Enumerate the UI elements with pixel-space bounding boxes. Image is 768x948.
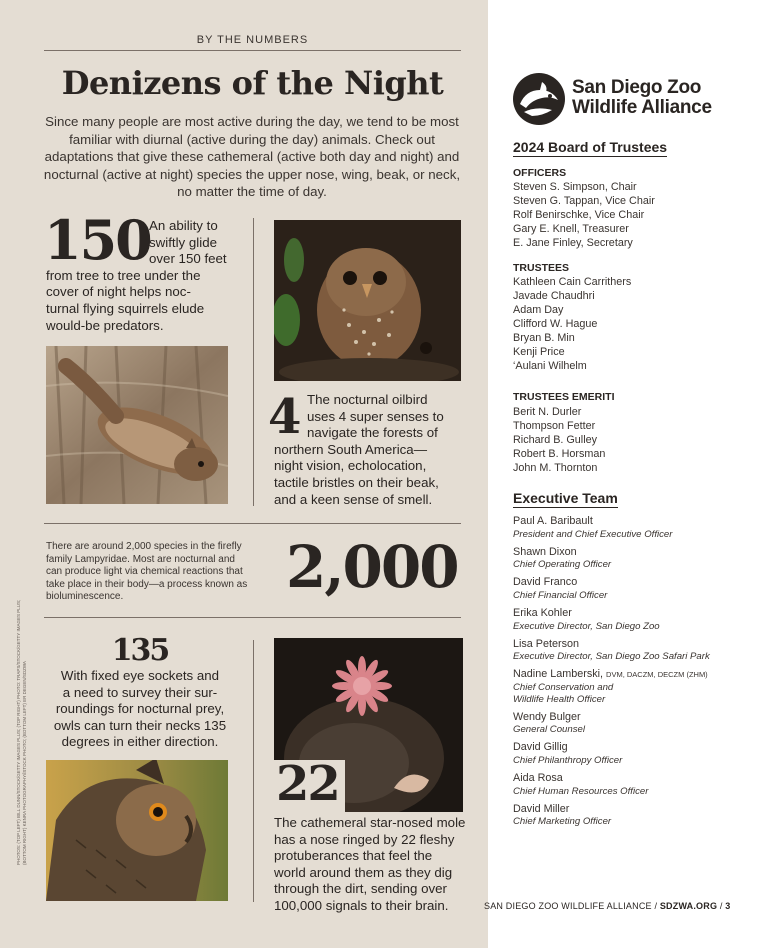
list-item <box>513 772 710 797</box>
fact-line: There are around 2,000 species in the firefly <box>46 541 242 552</box>
list-item: Bryan B. Min <box>513 332 575 344</box>
fact-line: over 150 feet <box>149 251 227 267</box>
fact-line: world around them as they dig <box>274 864 453 880</box>
page-title: Denizens of the Night <box>61 64 444 102</box>
fact-line: An ability to <box>149 218 218 233</box>
footer-site-link[interactable]: SDZWA.ORG <box>659 901 718 911</box>
vertical-divider-bottom <box>253 640 254 902</box>
fact-line: can produce light via chemical reactions that <box>46 566 243 578</box>
exec-name: Nadine Lamberski, DVM, DACZM, DECZM (ZHM) <box>513 668 708 681</box>
list-item: ‘Aulani Wilhelm <box>513 360 587 372</box>
sdzwa-logo <box>512 72 752 128</box>
list-item: Clifford W. Hague <box>513 318 598 330</box>
fact-line: family Lampyridae. Most are nocturnal and <box>46 553 235 565</box>
list-item <box>513 803 710 828</box>
exec-name: Wendy Bulger <box>513 710 581 723</box>
fact-line: a need to survey their sur- <box>62 684 218 700</box>
emeriti-label: TRUSTEES EMERITI <box>513 391 615 403</box>
fact-line: take place in their body—a process known as <box>46 578 248 590</box>
officers-label: OFFICERS <box>513 167 567 179</box>
list-item <box>513 668 710 705</box>
fact-line: bioluminescence. <box>46 591 124 603</box>
fact-line: roundings for nocturnal prey, <box>55 701 225 717</box>
list-item: Kenji Price <box>513 346 565 358</box>
fact-line: uses 4 super senses to <box>307 408 444 424</box>
logo-emblem-icon <box>512 72 566 126</box>
fact-line: degrees in either direction. <box>61 734 219 750</box>
exec-role: Chief Human Resources Officer <box>513 785 649 797</box>
list-item: Richard B. Gulley <box>513 434 598 446</box>
logo-wordmark <box>572 78 712 118</box>
exec-role: Chief Financial Officer <box>513 589 608 601</box>
exec-name: Erika Kohler <box>513 607 572 620</box>
fact-line: turnal flying squirrels elude <box>46 301 205 316</box>
fact-line: night vision, echolocation, <box>274 458 427 474</box>
list-item: John M. Thornton <box>513 462 598 474</box>
fact-line: has a nose ringed by 22 fleshy <box>274 831 455 847</box>
fact-line: owls can turn their necks 135 <box>53 717 227 733</box>
exec-role: Wildlife Health Officer <box>513 693 606 705</box>
fact-number-2000: 2,000 <box>286 533 458 601</box>
exec-name: Paul A. Baribault <box>513 515 593 527</box>
exec-credentials: DVM, DACZM, DECZM (ZHM) <box>606 670 708 680</box>
trustees-label: TRUSTEES <box>513 262 570 274</box>
list-item <box>513 546 710 571</box>
fact-number-4: 4 <box>268 389 300 445</box>
fact-line: would-be predators. <box>46 317 164 333</box>
exec-name: David Miller <box>513 802 570 815</box>
exec-role: Executive Director, San Diego Zoo <box>513 620 660 632</box>
exec-role: General Counsel <box>513 724 585 736</box>
list-item <box>513 741 710 766</box>
page-number: 3 <box>725 901 731 911</box>
exec-role: Chief Conservation and <box>513 681 614 693</box>
list-item <box>513 607 710 632</box>
fact-line: northern South America— <box>274 441 427 457</box>
exec-role: Chief Philanthropy Officer <box>513 754 623 766</box>
fact-line: cover of night helps noc- <box>46 284 191 300</box>
credit-line: PHOTOS: (TOP LEFT) BILL DUNN/STOCK/GETTY IMAGES PLUS; (TOP RIGHT) PHOTO: TRAPS/STOCK/GETTY IMAGES PLUS; <box>16 599 21 865</box>
credit-line: (BOTTOM RIGHT) KENRA PHOTOGRAPHY/iSTOCK PHOTO; (BOTTOM LEFT) ER DEGEN/SDZWA <box>22 661 27 865</box>
fact-number-150: 150 <box>44 208 151 272</box>
list-item <box>513 638 710 663</box>
fact-line: protuberances that feel the <box>274 848 433 864</box>
fact-line: through the dirt, sending over <box>274 881 447 897</box>
list-item <box>513 711 710 736</box>
exec-name: David Franco <box>513 576 578 589</box>
fact-line: The cathemeral star-nosed mole <box>274 815 466 830</box>
oilbird-photo <box>274 220 461 381</box>
owl-photo <box>46 760 228 901</box>
fact-line: With fixed eye sockets and <box>60 668 220 683</box>
list-item: Javade Chaudhri <box>513 290 595 302</box>
fact-line: tactile bristles on their beak, <box>274 475 439 490</box>
exec-role: Chief Operating Officer <box>513 559 612 571</box>
list-item: Robert B. Horsman <box>513 448 606 460</box>
officers-list <box>513 180 655 250</box>
horizontal-divider-1 <box>44 523 461 524</box>
trustees-list <box>513 275 631 373</box>
list-item: Kathleen Cain Carrithers <box>513 276 632 288</box>
list-item: Gary E. Knell, Treasurer <box>513 223 629 235</box>
section-kicker: BY THE NUMBERS <box>196 34 309 46</box>
fact-line: navigate the forests of <box>307 425 438 441</box>
fact-line: from tree to tree under the <box>46 267 201 283</box>
kicker-rule <box>44 50 461 51</box>
horizontal-divider-2 <box>44 617 461 618</box>
fact-number-22: 22 <box>270 760 345 814</box>
list-item: Steven G. Tappan, Vice Chair <box>513 195 655 207</box>
fact-number-135: 135 <box>111 633 169 668</box>
flying-squirrel-photo <box>46 346 228 504</box>
page-footer <box>484 901 731 911</box>
footer-org: SAN DIEGO ZOO WILDLIFE ALLIANCE <box>484 901 652 911</box>
logo-line-2: Wildlife Alliance <box>572 97 712 118</box>
executive-list <box>513 515 710 833</box>
list-item: E. Jane Finley, Secretary <box>513 237 633 249</box>
emeriti-list <box>513 405 605 475</box>
list-item: Thompson Fetter <box>513 420 596 432</box>
footer-separator: / <box>654 901 658 911</box>
list-item: Adam Day <box>513 304 564 316</box>
exec-role: President and Chief Executive Officer <box>513 528 673 540</box>
fact-line: The nocturnal oilbird <box>307 392 428 407</box>
fact-line: swiftly glide <box>149 234 217 250</box>
list-item: Rolf Benirschke, Vice Chair <box>513 209 645 221</box>
exec-name: David Gillig <box>513 741 568 754</box>
exec-name: Lisa Peterson <box>513 637 580 650</box>
intro-paragraph: Since many people are most active during the day, we tend to be most familiar with diurnal (active during the day) animals. Check out adaptations that give these cathemeral (active both day and night) and nocturnal (active at night) species the upper nose, wing, beak, or neck, no matter the time of day. <box>43 114 461 199</box>
exec-name: Aida Rosa <box>513 772 563 785</box>
executive-heading: Executive Team <box>513 490 618 506</box>
board-heading: 2024 Board of Trustees <box>513 139 668 155</box>
masthead-panel <box>488 0 768 948</box>
vertical-divider-top <box>253 218 254 506</box>
list-item <box>513 576 710 601</box>
footer-separator: / <box>719 901 723 911</box>
exec-role: Executive Director, San Diego Zoo Safari Park <box>513 651 710 663</box>
photo-credits <box>16 595 28 865</box>
fact-line: 100,000 signals to their brain. <box>274 898 449 913</box>
list-item: Berit N. Durler <box>513 406 582 418</box>
fact-line: and a keen sense of smell. <box>274 491 433 507</box>
logo-line-1: San Diego Zoo <box>572 77 702 98</box>
list-item <box>513 515 710 540</box>
list-item: Steven S. Simpson, Chair <box>513 181 637 193</box>
exec-name: Shawn Dixon <box>513 545 577 558</box>
exec-role: Chief Marketing Officer <box>513 816 612 828</box>
